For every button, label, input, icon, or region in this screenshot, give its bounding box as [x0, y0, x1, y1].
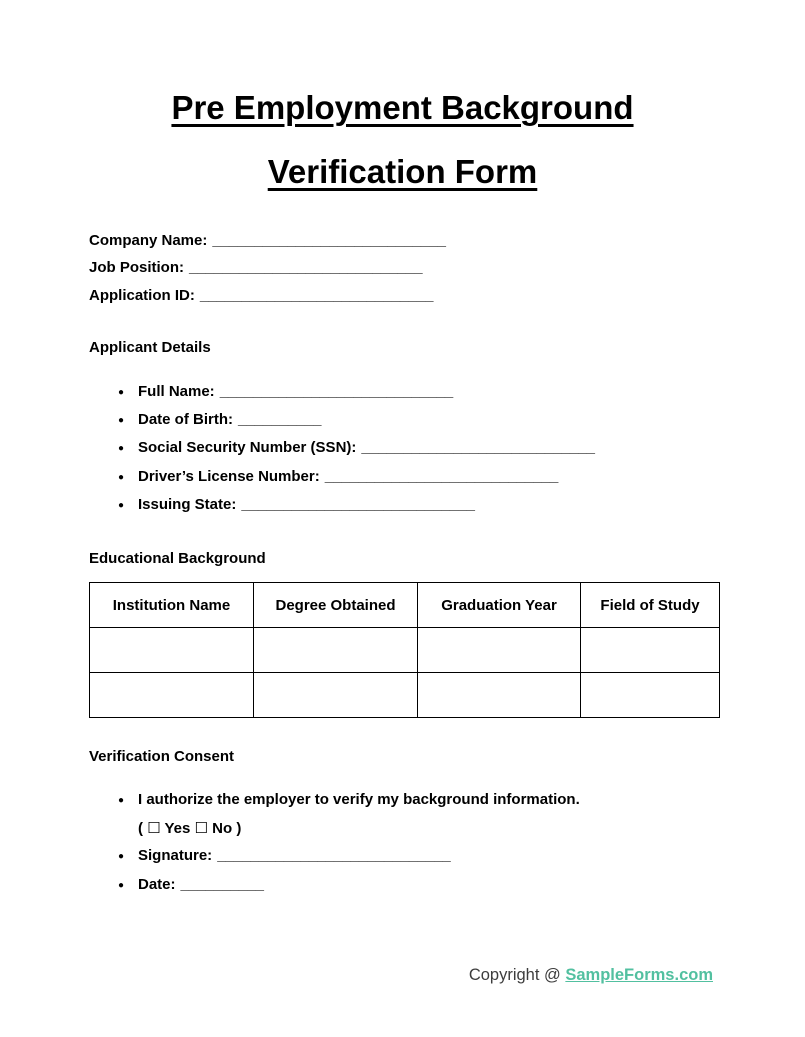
- bullet-icon: ●: [118, 500, 125, 512]
- yes-no-options: ( ☐ Yes ☐ No ): [138, 819, 242, 837]
- table-cell: [90, 673, 254, 718]
- application-id-label: Application ID:: [89, 286, 195, 304]
- header-fields: [89, 227, 719, 309]
- job-position-field: [89, 254, 719, 281]
- full-name-label: Full Name:: [138, 382, 215, 400]
- signature-blank: ____________________________: [217, 847, 451, 865]
- signature-label: Signature:: [138, 847, 213, 865]
- form-title-line1: Pre Employment Background: [171, 89, 634, 126]
- column-header-graduation-year: Graduation Year: [418, 583, 581, 628]
- educational-background-heading: Educational Background: [89, 549, 266, 567]
- job-position-blank: ____________________________: [189, 259, 423, 277]
- table-cell: [581, 673, 720, 718]
- date-of-birth-blank: __________: [238, 411, 322, 429]
- drivers-license-blank: ____________________________: [324, 467, 559, 485]
- table-row: [90, 628, 720, 673]
- bullet-icon: ●: [118, 471, 125, 483]
- application-id-field: [89, 282, 719, 309]
- sampleforms-link[interactable]: SampleForms.com: [565, 966, 713, 984]
- drivers-license-label: Driver’s License Number:: [138, 467, 320, 485]
- company-name-field: [89, 227, 719, 254]
- date-label: Date:: [138, 875, 176, 893]
- form-title: [0, 0, 805, 204]
- footer: [469, 966, 713, 985]
- full-name-item: [89, 378, 719, 406]
- company-name-label: Company Name:: [89, 232, 208, 249]
- date-of-birth-item: [89, 406, 719, 434]
- column-header-field-of-study: Field of Study: [581, 583, 720, 628]
- table-cell: [418, 673, 581, 718]
- ssn-blank: ____________________________: [361, 439, 595, 457]
- bullet-icon: ●: [118, 386, 125, 398]
- bullet-icon: ●: [118, 851, 125, 863]
- date-of-birth-label: Date of Birth:: [138, 411, 233, 429]
- application-id-blank: ____________________________: [199, 286, 434, 304]
- issuing-state-item: [89, 491, 719, 519]
- issuing-state-label: Issuing State:: [138, 496, 237, 514]
- document-body: [89, 227, 719, 899]
- drivers-license-item: [89, 463, 719, 491]
- applicant-details-heading: Applicant Details: [89, 339, 211, 357]
- table-row: [90, 673, 720, 718]
- table-cell: [254, 628, 418, 673]
- ssn-item: [89, 434, 719, 462]
- column-header-institution-name: Institution Name: [90, 583, 254, 628]
- table-cell: [254, 673, 418, 718]
- copyright-text: Copyright @: [468, 966, 561, 984]
- full-name-blank: ____________________________: [219, 382, 454, 400]
- table-cell: [90, 628, 254, 673]
- job-position-label: Job Position:: [89, 259, 184, 277]
- column-header-degree-obtained: Degree Obtained: [254, 583, 418, 628]
- issuing-state-blank: ____________________________: [241, 496, 475, 514]
- applicant-details-list: [89, 378, 719, 520]
- table-header-row: [90, 583, 720, 628]
- education-table: [89, 582, 720, 718]
- bullet-icon: ●: [118, 879, 125, 891]
- bullet-icon: ●: [118, 795, 125, 807]
- authorize-label: I authorize the employer to verify my background information.: [138, 791, 580, 809]
- bullet-icon: ●: [118, 443, 125, 455]
- ssn-label: Social Security Number (SSN):: [138, 439, 357, 457]
- authorize-item: [89, 786, 719, 814]
- date-item: [89, 871, 719, 899]
- form-title-line2: Verification Form: [267, 153, 538, 190]
- company-name-blank: ____________________________: [212, 232, 446, 249]
- signature-item: [89, 842, 719, 870]
- verification-consent-heading: Verification Consent: [89, 748, 235, 766]
- table-cell: [418, 628, 581, 673]
- date-blank: __________: [180, 875, 264, 893]
- table-cell: [581, 628, 720, 673]
- bullet-icon: ●: [118, 415, 125, 427]
- consent-list: [89, 786, 719, 899]
